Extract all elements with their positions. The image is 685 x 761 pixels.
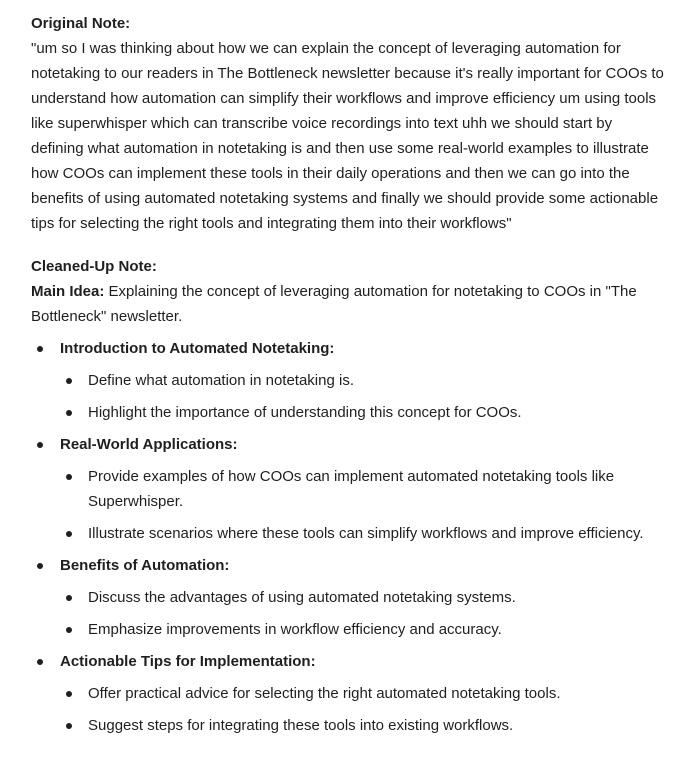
bullet-icon (66, 378, 72, 384)
cleaned-note-heading: Cleaned-Up Note: (31, 258, 157, 275)
list-item (60, 617, 665, 642)
list-item-text: Provide examples of how COOs can implement automated notetaking tools like Superwhisper. (88, 468, 615, 510)
bullet-icon (37, 442, 43, 448)
bullet-icon (66, 595, 72, 601)
section-spacer (31, 236, 665, 254)
list-item (60, 521, 665, 546)
sub-list (60, 464, 665, 546)
bullet-icon (66, 410, 72, 416)
original-note-heading: Original Note: (31, 15, 131, 32)
outline-section (31, 553, 665, 642)
section-label: Benefits of Automation: (60, 557, 230, 574)
list-item (60, 713, 665, 738)
section-label: Real-World Applications: (60, 436, 238, 453)
list-item (60, 400, 665, 425)
bullet-icon (66, 627, 72, 633)
section-label: Actionable Tips for Implementation: (60, 653, 316, 670)
sub-list (60, 585, 665, 642)
list-item (60, 368, 665, 393)
list-item (60, 681, 665, 706)
main-idea-label: Main Idea: (31, 283, 105, 300)
bullet-icon (66, 531, 72, 537)
original-note-text: "um so I was thinking about how we can explain the concept of leveraging automation for notetaking to our readers in The Bottleneck newsletter because it's really important for COOs to understand how automation can simplify their workflows and improve efficiency um using tools like superwhisper which can transcribe voice recordings into text uhh we should start by defining what automation in notetaking is and then use some real-world examples to illustrate how COOs can implement these tools in their daily operations and then we can go into the benefits of using automated notetaking systems and finally we should provide some actionable tips for selecting the right tools and integrating them into their workflows" (31, 40, 664, 232)
bullet-icon (66, 474, 72, 480)
bullet-icon (37, 563, 43, 569)
main-idea (31, 279, 665, 329)
outline-section (31, 649, 665, 738)
list-item-text: Discuss the advantages of using automated notetaking systems. (88, 589, 516, 606)
sub-list (60, 368, 665, 425)
list-item (60, 464, 665, 514)
main-idea-text: Explaining the concept of leveraging automation for notetaking to COOs in "The Bottleneck" newsletter. (31, 283, 637, 325)
section-label: Introduction to Automated Notetaking: (60, 340, 335, 357)
list-item-text: Emphasize improvements in workflow efficiency and accuracy. (88, 621, 502, 638)
bullet-icon (66, 691, 72, 697)
outline-section (31, 336, 665, 425)
list-item-text: Suggest steps for integrating these tools into existing workflows. (88, 717, 514, 734)
bullet-icon (66, 723, 72, 729)
bullet-icon (37, 346, 43, 352)
bullet-icon (37, 659, 43, 665)
list-item-text: Illustrate scenarios where these tools can simplify workflows and improve efficiency. (88, 525, 644, 542)
sub-list (60, 681, 665, 738)
list-item-text: Define what automation in notetaking is. (88, 372, 354, 389)
list-item-text: Highlight the importance of understanding this concept for COOs. (88, 404, 522, 421)
outline-section (31, 432, 665, 546)
outline-list (31, 336, 665, 738)
list-item (60, 585, 665, 610)
list-item-text: Offer practical advice for selecting the right automated notetaking tools. (88, 685, 561, 702)
